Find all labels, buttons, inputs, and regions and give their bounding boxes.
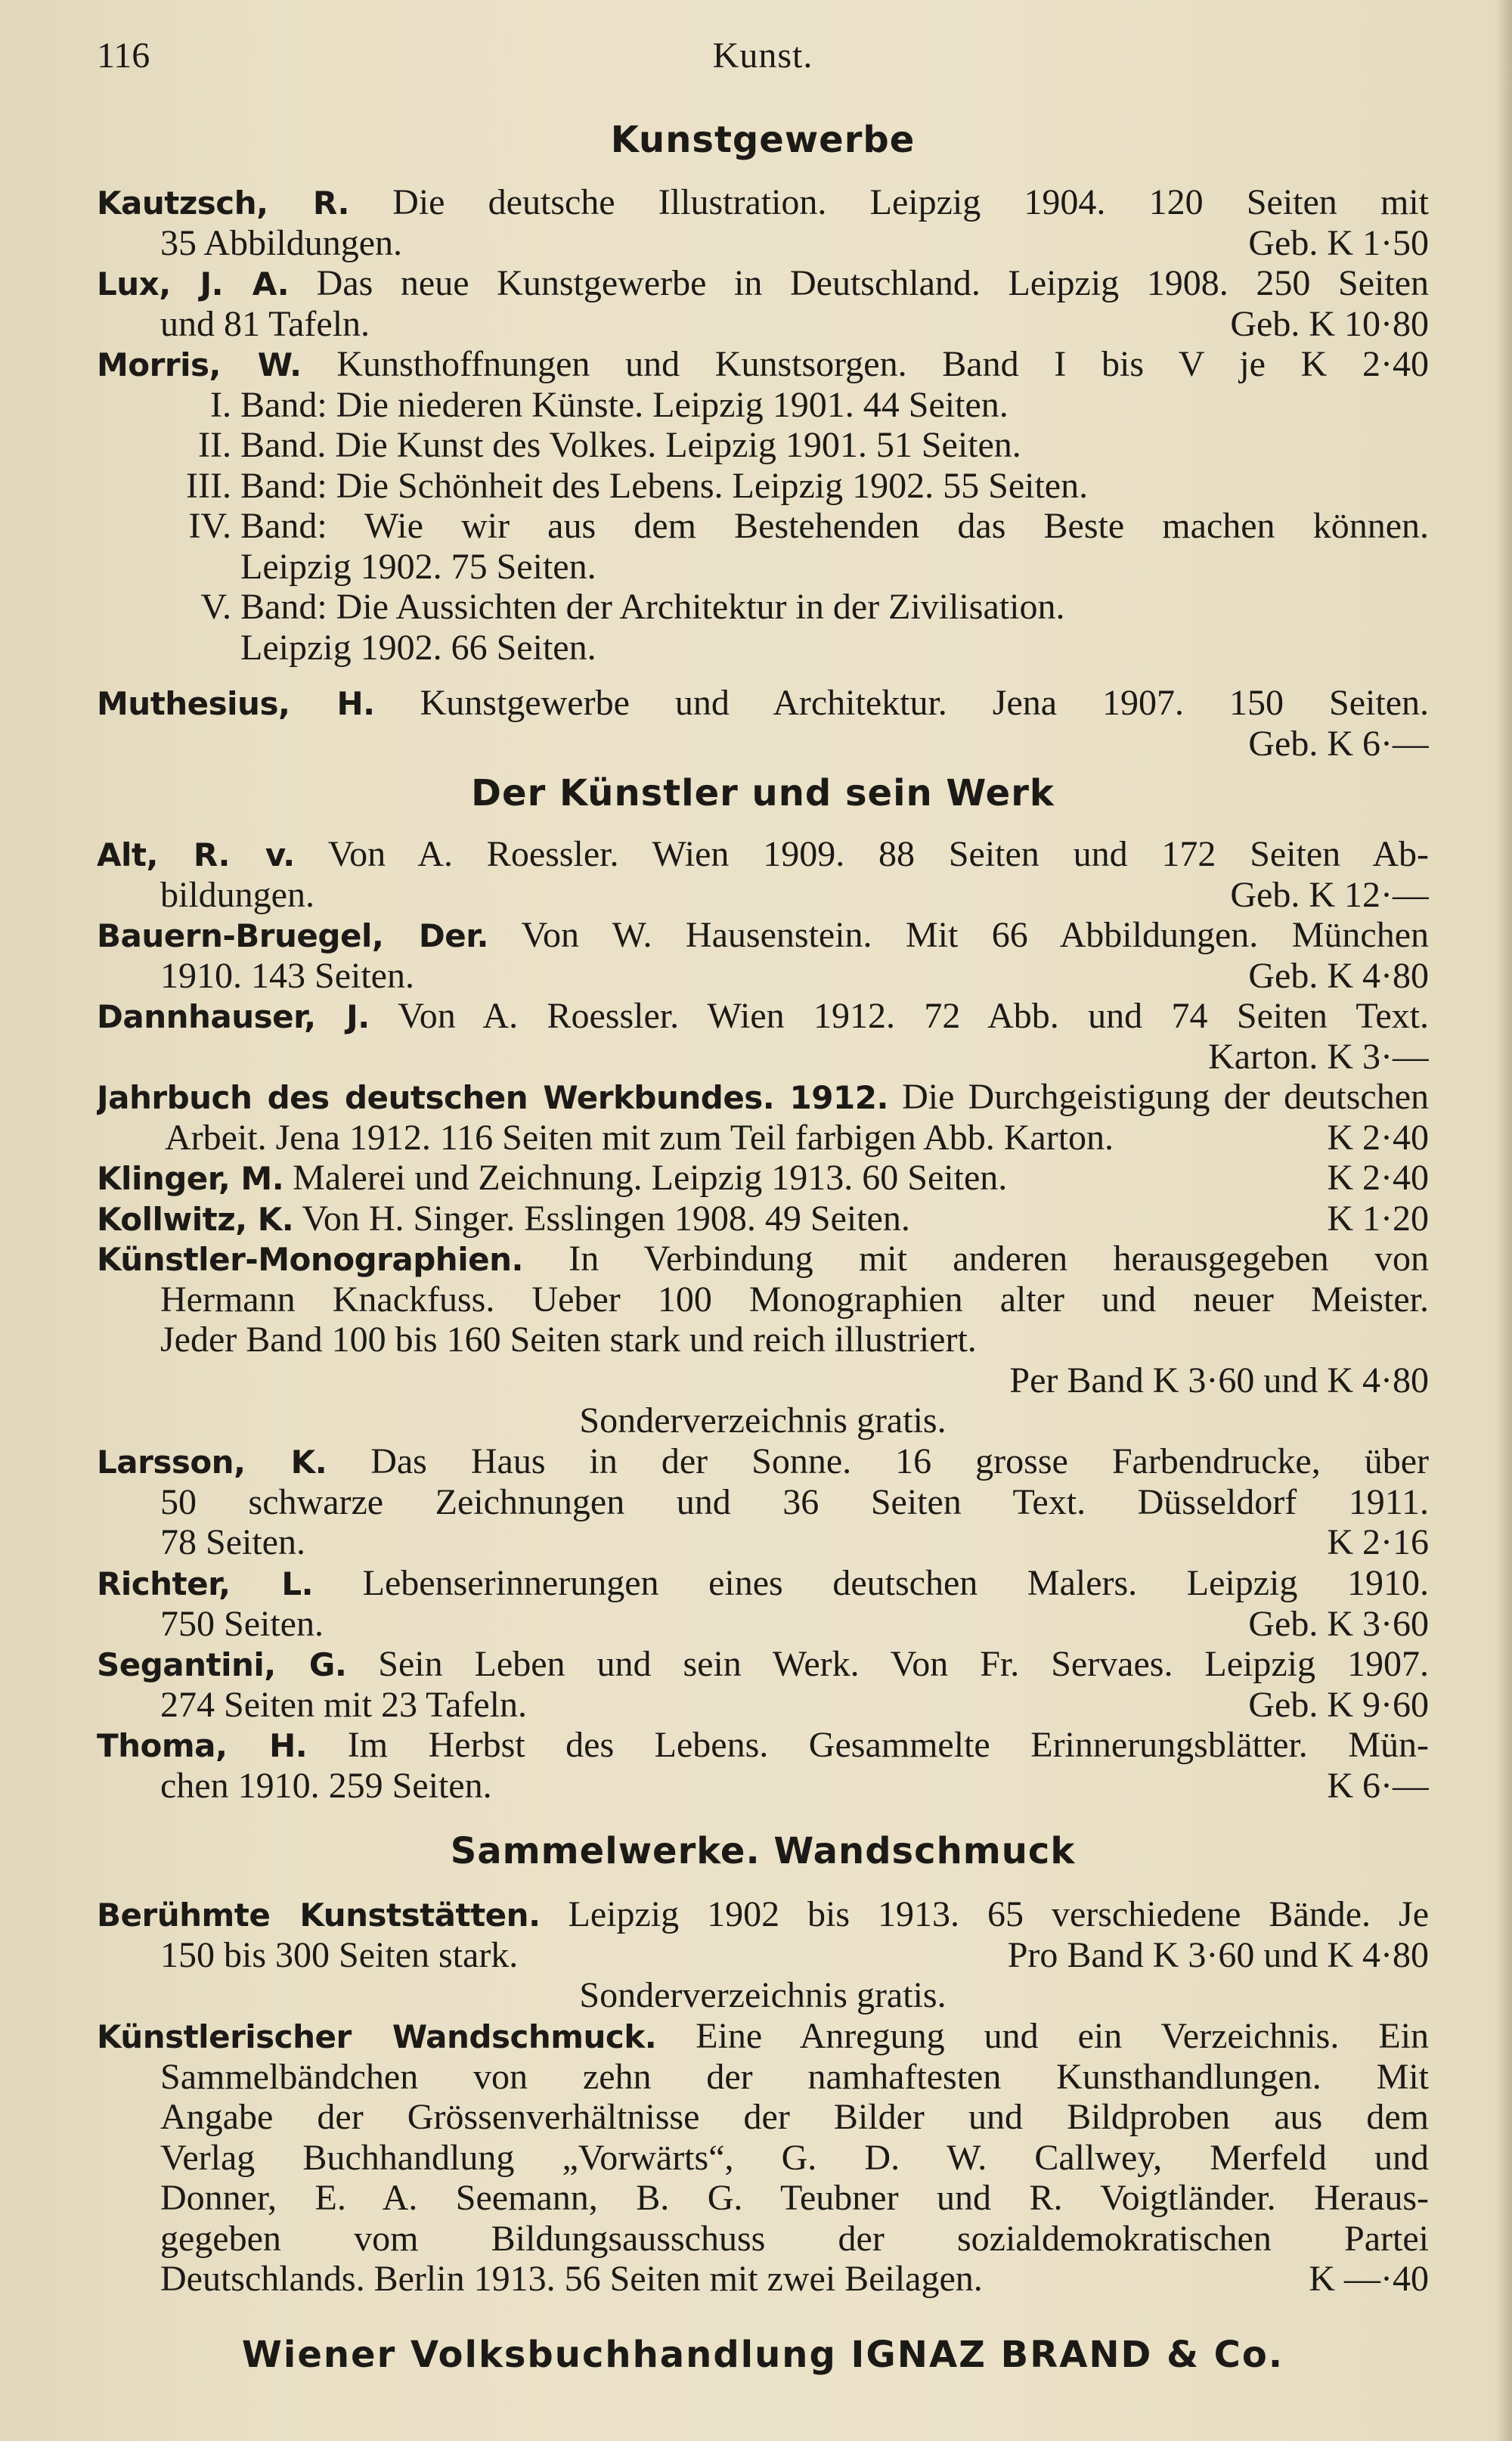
entry-richter [97, 1563, 1429, 1644]
entry-line: Angabe der Grössenverhältnisse der Bilder und Bildproben aus dem [160, 2097, 1429, 2137]
entry-line: 78 Seiten. K 2·16 [160, 1522, 1429, 1562]
entry-line: Donner, E. A. Seemann, B. G. Teubner und R. Voigtländer. Heraus- [160, 2178, 1429, 2218]
entry-line: Sammelbändchen von zehn der namhaftesten Kunsthandlungen. Mit [160, 2056, 1429, 2097]
entry-line: 750 Seiten. Geb. K 3·60 [160, 1603, 1429, 1644]
price: Geb. K 6·— [1248, 723, 1429, 764]
entry-note: Sonderverzeichnis gratis. [579, 1975, 947, 2015]
entry-line [97, 724, 1429, 765]
page-header [97, 35, 1429, 80]
volume-line: Leipzig 1902. 75 Seiten. [240, 546, 596, 587]
entry-author: Lux, J. A. [97, 265, 290, 302]
entry-line: 1910. 143 Seiten. Geb. K 4·80 [160, 955, 1429, 996]
entry-line: Kautzsch, R. Die deutsche Illustration. Leipzig 1904. 120 Seiten mit [97, 182, 1429, 222]
entry-morris [97, 344, 1429, 668]
entry-author: Kautzsch, R. [97, 185, 349, 222]
entry-muthesius [97, 683, 1429, 764]
price: Pro Band K 3·60 und K 4·80 [1007, 1934, 1429, 1975]
entry-werkbund [97, 1077, 1429, 1158]
price: K 6·— [1327, 1765, 1429, 1806]
entry-line: Klinger, M. Malerei und Zeichnung. Leipzig 1913. 60 Seiten. K 2·40 [97, 1158, 1429, 1198]
entry-segantini [97, 1644, 1429, 1725]
entry-line: Dannhauser, J. Von A. Roessler. Wien 1912. 72 Abb. und 74 Seiten Text. [97, 996, 1429, 1036]
price: Geb. K 12·— [1230, 874, 1429, 915]
entry-line: Bauern-Bruegel, Der. Von W. Hausenstein. Mit 66 Abbildungen. München [97, 915, 1429, 955]
entry-line: 35 Abbildungen. Geb. K 1·50 [160, 222, 1429, 263]
volume-line: V. Band: Die Aussichten der Architektur in der Zivilisation. [200, 587, 1065, 627]
entry-author: Richter, L. [97, 1565, 314, 1602]
entry-note: Sonderverzeichnis gratis. [579, 1400, 947, 1441]
entry-line: 150 bis 300 Seiten stark. Pro Band K 3·60 und K 4·80 [160, 1934, 1429, 1975]
volume-line: II. Band. Die Kunst des Volkes. Leipzig 1901. 51 Seiten. [198, 425, 1021, 465]
entry-line: und 81 Tafeln. Geb. K 10·80 [160, 303, 1429, 344]
entry-line: Hermann Knackfuss. Ueber 100 Monographien alter und neuer Meister. [160, 1279, 1429, 1320]
entry-line: Künstler-Monographien. In Verbindung mit anderen herausgegeben von [97, 1239, 1429, 1279]
entry-wandschmuck [97, 2016, 1429, 2300]
price: Geb. K 4·80 [1248, 955, 1429, 996]
entry-author: Kollwitz, K. [97, 1201, 294, 1238]
volume-line: Leipzig 1902. 66 Seiten. [240, 627, 596, 668]
entry-line: bildungen. Geb. K 12·— [160, 874, 1429, 915]
entry-author: Segantini, G. [97, 1646, 347, 1683]
entry-line: Jahrbuch des deutschen Werkbundes. 1912. Die Durchgeistigung der deutschen [97, 1077, 1429, 1117]
entry-line: gegeben vom Bildungsausschuss der sozialdemokratischen Partei [160, 2218, 1429, 2259]
price: Karton. K 3·— [1208, 1036, 1429, 1077]
price: Geb. K 10·80 [1230, 303, 1429, 344]
entry-line [97, 1360, 1429, 1401]
entry-author: Jahrbuch des deutschen Werkbundes. 1912. [97, 1079, 888, 1116]
entry-line: Segantini, G. Sein Leben und sein Werk. Von Fr. Servaes. Leipzig 1907. [97, 1644, 1429, 1684]
entry-line: Arbeit. Jena 1912. 116 Seiten mit zum Teil farbigen Abb. Karton. K 2·40 [165, 1117, 1429, 1158]
section-heading-kuenstler: Der Künstler und sein Werk [471, 772, 1055, 814]
entry-line: Lux, J. A. Das neue Kunstgewerbe in Deutschland. Leipzig 1908. 250 Seiten [97, 263, 1429, 303]
entry-line: Verlag Buchhandlung „Vorwärts“, G. D. W. Callwey, Merfeld und [160, 2137, 1429, 2178]
entry-line: Morris, W. Kunsthoffnungen und Kunstsorgen. Band I bis V je K 2·40 [97, 344, 1429, 384]
volume-line: I. Band: Die niederen Künste. Leipzig 1901. 44 Seiten. [210, 384, 1009, 425]
entry-bruegel [97, 915, 1429, 996]
entry-thoma [97, 1725, 1429, 1806]
price: Geb. K 9·60 [1248, 1684, 1429, 1725]
entry-author: Morris, W. [97, 346, 302, 383]
publisher-footer: Wiener Volksbuchhandlung IGNAZ BRAND & Co. [241, 2334, 1284, 2376]
entry-klinger [97, 1158, 1429, 1199]
entry-author: Künstlerischer Wandschmuck. [97, 2018, 657, 2055]
entry-line: Thoma, H. Im Herbst des Lebens. Gesammelte Erinnerungsblätter. Mün- [97, 1725, 1429, 1765]
entry-line: Larsson, K. Das Haus in der Sonne. 16 grosse Farbendrucke, über [97, 1441, 1429, 1481]
price: K 1·20 [1327, 1199, 1429, 1239]
price: Geb. K 3·60 [1248, 1603, 1429, 1644]
section-heading-kunstgewerbe: Kunstgewerbe [610, 119, 916, 161]
running-head: Kunst. [712, 36, 813, 76]
entry-line: Kollwitz, K. Von H. Singer. Esslingen 1908. 49 Seiten. K 1·20 [97, 1199, 1429, 1239]
entry-dannhauser [97, 996, 1429, 1077]
price: K —·40 [1309, 2259, 1429, 2299]
entry-author: Berühmte Kunststätten. [97, 1897, 541, 1934]
entry-line: Deutschlands. Berlin 1913. 56 Seiten mit zwei Beilagen. K —·40 [160, 2259, 1429, 2299]
volume-line: IV. Band: Wie wir aus dem Bestehenden das Beste machen können. [188, 506, 1429, 546]
entry-author: Klinger, M. [97, 1160, 284, 1197]
section-heading-sammelwerke: Sammelwerke. Wandschmuck [450, 1830, 1076, 1872]
entry-kollwitz [97, 1199, 1429, 1239]
entry-lux [97, 263, 1429, 344]
entry-monographien [97, 1239, 1429, 1441]
entry-line: chen 1910. 259 Seiten. K 6·— [160, 1765, 1429, 1806]
price: Per Band K 3·60 und K 4·80 [1009, 1360, 1429, 1400]
volume-line: III. Band: Die Schönheit des Lebens. Leipzig 1902. 55 Seiten. [186, 465, 1089, 506]
entry-kautzsch [97, 182, 1429, 263]
entry-line [97, 1037, 1429, 1078]
entry-author: Künstler-Monographien. [97, 1241, 523, 1278]
price: K 2·16 [1327, 1522, 1429, 1562]
entry-author: Bauern-Bruegel, Der. [97, 917, 488, 954]
entry-alt [97, 834, 1429, 915]
entry-line: Berühmte Kunststätten. Leipzig 1902 bis 1913. 65 verschiedene Bände. Je [97, 1894, 1429, 1934]
entry-kunststaetten [97, 1894, 1429, 2016]
entry-line: 50 schwarze Zeichnungen und 36 Seiten Text. Düsseldorf 1911. [160, 1481, 1429, 1522]
price: Geb. K 1·50 [1248, 222, 1429, 263]
entry-line: Jeder Band 100 bis 160 Seiten stark und reich illustriert. [160, 1320, 977, 1360]
entry-author: Dannhauser, J. [97, 998, 370, 1035]
entry-author: Muthesius, H. [97, 685, 375, 722]
price: K 2·40 [1327, 1158, 1429, 1198]
entry-author: Thoma, H. [97, 1727, 308, 1764]
entry-line: 274 Seiten mit 23 Tafeln. Geb. K 9·60 [160, 1684, 1429, 1725]
price: K 2·40 [1327, 1117, 1429, 1158]
page-number: 116 [97, 36, 150, 76]
entry-author: Alt, R. v. [97, 836, 295, 873]
entry-line: Künstlerischer Wandschmuck. Eine Anregung und ein Verzeichnis. Ein [97, 2016, 1429, 2056]
entry-author: Larsson, K. [97, 1444, 327, 1481]
entry-line: Richter, L. Lebenserinnerungen eines deutschen Malers. Leipzig 1910. [97, 1563, 1429, 1603]
entry-larsson [97, 1441, 1429, 1563]
entry-line: Muthesius, H. Kunstgewerbe und Architektur. Jena 1907. 150 Seiten. [97, 683, 1429, 723]
entry-line: Alt, R. v. Von A. Roessler. Wien 1909. 88 Seiten und 172 Seiten Ab- [97, 834, 1429, 874]
